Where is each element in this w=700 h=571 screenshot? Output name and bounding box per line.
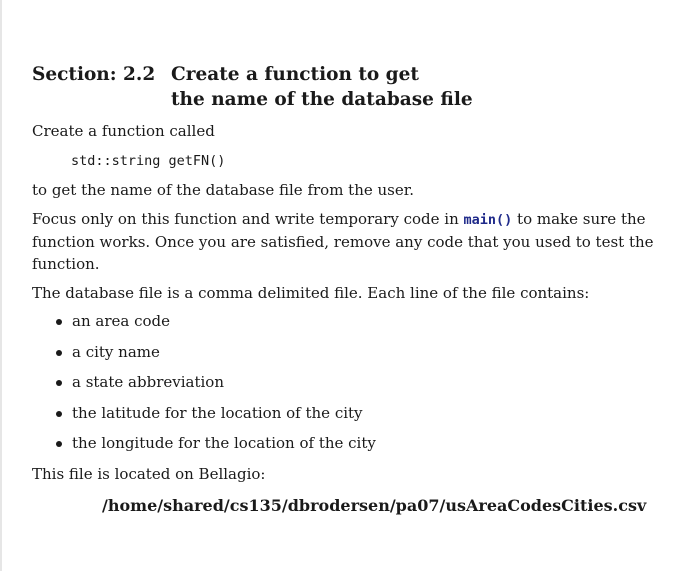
list-item-text: a state abbreviation (72, 373, 224, 391)
focus-text-after: to make sure the function works. Once you are satisfied, remove any code that you used to test the function. (32, 210, 654, 273)
bullet-icon (56, 350, 62, 356)
main-function-code: main() (463, 212, 513, 228)
field-list (32, 310, 692, 454)
focus-paragraph (32, 208, 692, 275)
list-item (32, 371, 692, 393)
location-intro: This file is located on Bellagio: (32, 464, 266, 483)
list-item-text: a city name (72, 342, 160, 361)
purpose-text: to get the name of the database file from the user. (32, 181, 415, 199)
bullet-icon (56, 411, 62, 417)
section-title-line-1: Create a function to get (171, 64, 419, 85)
list-item-text: the latitude for the location of the city (72, 403, 363, 422)
list-item (32, 402, 692, 424)
file-description: The database file is a comma delimited file. Each line of the file contains: (32, 284, 590, 302)
file-path: /home/shared/cs135/dbrodersen/pa07/usAreaCodesCities.csv (102, 495, 647, 515)
list-item (32, 341, 692, 363)
section-title (171, 62, 692, 112)
intro-text: Create a function called (32, 122, 215, 140)
section-heading (32, 62, 692, 112)
page-left-rule (0, 0, 2, 571)
section-number: Section: 2.2 (32, 64, 156, 85)
bullet-icon (56, 380, 62, 386)
list-item-text: an area code (72, 312, 170, 330)
list-item (32, 432, 692, 454)
function-signature: std::string getFN() (71, 153, 226, 169)
list-item-text: the longitude for the location of the city (72, 434, 376, 452)
bullet-icon (56, 319, 62, 325)
document-page (32, 62, 692, 517)
section-title-line-2: the name of the database file (171, 89, 473, 110)
focus-text-before: Focus only on this function and write temporary code in (32, 210, 464, 228)
bullet-icon (56, 441, 62, 447)
list-item (32, 310, 692, 332)
